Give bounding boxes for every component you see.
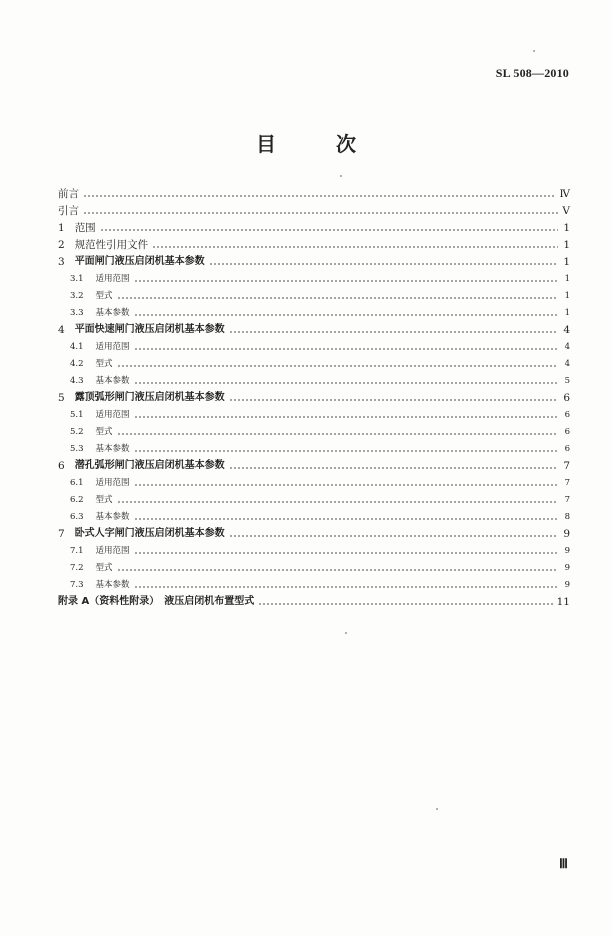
- toc-entry-title: 适用范围: [95, 342, 130, 352]
- dot-leader: [83, 212, 558, 214]
- dot-leader: [152, 246, 558, 248]
- toc-entry[interactable]: [58, 353, 570, 370]
- toc-entry-number: 4.3: [70, 376, 84, 386]
- toc-entry-page: 1: [564, 308, 570, 318]
- toc-entry-page: 7: [563, 460, 570, 472]
- toc-entry-page: 11: [556, 596, 570, 608]
- toc-entry-page: 1: [563, 222, 570, 234]
- toc-entry-number: 7: [58, 528, 65, 540]
- toc-entry-number: 4.2: [70, 359, 84, 369]
- toc-entry-number: 7.3: [70, 580, 84, 590]
- toc-entry[interactable]: [58, 285, 570, 302]
- toc-entry-number: 1: [58, 222, 65, 234]
- dot-leader: [117, 569, 558, 571]
- toc-entry[interactable]: [58, 200, 570, 217]
- toc-entry-page: 4: [564, 359, 570, 369]
- dot-leader: [209, 263, 558, 265]
- toc-entry[interactable]: [58, 387, 570, 404]
- toc-entry[interactable]: [58, 217, 570, 234]
- toc-entry-number: 6: [58, 460, 65, 472]
- dot-leader: [134, 586, 558, 588]
- toc-entry-page: 7: [564, 495, 570, 505]
- toc-entry-title: 平面快速闸门液压启闭机基本参数: [74, 324, 225, 335]
- toc-entry-number: 6.2: [70, 495, 84, 505]
- toc-entry-number: 3.3: [70, 308, 84, 318]
- toc-entry[interactable]: [58, 336, 570, 353]
- dot-leader: [117, 297, 558, 299]
- toc-entry-title: 基本参数: [95, 580, 130, 590]
- toc-entry[interactable]: [58, 489, 570, 506]
- toc-entry-page: 9: [564, 563, 570, 573]
- scan-speck: [436, 808, 438, 810]
- dot-leader: [229, 535, 558, 537]
- toc-entry[interactable]: [58, 574, 570, 591]
- toc-entry-title: 基本参数: [95, 512, 130, 522]
- dot-leader: [117, 501, 558, 503]
- dot-leader: [258, 603, 552, 605]
- toc-entry-number: 5.2: [70, 427, 84, 437]
- dot-leader: [134, 382, 558, 384]
- dot-leader: [134, 280, 558, 282]
- toc-entry-title: 范围: [74, 222, 96, 234]
- dot-leader: [134, 314, 558, 316]
- toc-entry-page: 5: [564, 376, 570, 386]
- toc-entry-number: 4.1: [70, 342, 84, 352]
- toc-entry-number: 6.3: [70, 512, 84, 522]
- dot-leader: [134, 416, 558, 418]
- toc-entry-page: 1: [563, 239, 570, 251]
- toc-entry-title: 规范性引用文件: [74, 239, 149, 251]
- page-number: Ⅲ: [559, 856, 568, 871]
- toc-entry[interactable]: [58, 319, 570, 336]
- toc-entry-page: 4: [563, 324, 570, 336]
- toc-entry-page: 9: [564, 546, 570, 556]
- dot-leader: [229, 399, 558, 401]
- toc-entry-number: 3.1: [70, 274, 84, 284]
- toc-entry-title: 潜孔弧形闸门液压启闭机基本参数: [74, 460, 225, 471]
- toc-entry-number: 4: [58, 324, 65, 336]
- toc-entry-title: 适用范围: [95, 274, 130, 284]
- toc-entry-title: 适用范围: [95, 478, 130, 488]
- dot-leader: [117, 365, 558, 367]
- toc-entry-title: 型式: [95, 563, 113, 573]
- toc-entry-title: 型式: [95, 291, 113, 301]
- toc-entry[interactable]: [58, 302, 570, 319]
- dot-leader: [134, 518, 558, 520]
- toc-entry-page: 7: [564, 478, 570, 488]
- dot-leader: [229, 467, 558, 469]
- dot-leader: [117, 433, 558, 435]
- toc-entry-title: 附录 A（资料性附录） 液压启闭机布置型式: [58, 596, 255, 607]
- toc-entry[interactable]: [58, 404, 570, 421]
- toc-entry-title: 引言: [58, 205, 79, 217]
- toc-entry-title: 露顶弧形闸门液压启闭机基本参数: [74, 392, 225, 403]
- toc-entry-page: 6: [564, 444, 570, 454]
- toc-entry-page: 1: [563, 256, 570, 268]
- toc-entry-page: 1: [564, 274, 570, 284]
- toc-entry[interactable]: [58, 183, 570, 200]
- toc-entry-title: 卧式人字闸门液压启闭机基本参数: [74, 528, 225, 539]
- toc-entry-title: 平面闸门液压启闭机基本参数: [74, 256, 205, 267]
- toc-entry-number: 6.1: [70, 478, 84, 488]
- toc-entry[interactable]: [58, 472, 570, 489]
- toc-entry-number: 5.3: [70, 444, 84, 454]
- toc-entry-page: 6: [563, 392, 570, 404]
- standard-code: SL 508—2010: [495, 66, 569, 80]
- toc-entry[interactable]: [58, 438, 570, 455]
- toc-entry-page: 6: [564, 410, 570, 420]
- dot-leader: [134, 484, 558, 486]
- toc-entry[interactable]: [58, 540, 570, 557]
- toc-entry-page: 9: [564, 580, 570, 590]
- toc-entry-page: 4: [564, 342, 570, 352]
- page-title: 目 次: [256, 132, 376, 156]
- dot-leader: [229, 331, 558, 333]
- toc-entry[interactable]: [58, 268, 570, 285]
- dot-leader: [83, 195, 556, 197]
- toc-entry-title: 基本参数: [95, 308, 130, 318]
- dot-leader: [134, 552, 558, 554]
- toc-entry[interactable]: [58, 523, 570, 540]
- toc-entry[interactable]: [58, 506, 570, 523]
- toc-entry-title: 型式: [95, 359, 113, 369]
- toc-entry[interactable]: [58, 370, 570, 387]
- toc-entry[interactable]: [58, 234, 570, 251]
- toc-entry-title: 基本参数: [95, 376, 130, 386]
- toc-entry-title: 型式: [95, 427, 113, 437]
- toc-entry-page: Ⅴ: [562, 205, 570, 217]
- toc-entry-page: 8: [564, 512, 570, 522]
- toc-entry-number: 2: [58, 239, 65, 251]
- toc-entry-number: 3: [58, 256, 65, 268]
- scan-speck: [533, 50, 535, 52]
- dot-leader: [100, 229, 558, 231]
- toc-entry-page: 1: [564, 291, 570, 301]
- dot-leader: [134, 450, 558, 452]
- dot-leader: [134, 348, 558, 350]
- toc-entry-page: 6: [564, 427, 570, 437]
- table-of-contents: [58, 183, 570, 608]
- toc-entry-page: 9: [563, 528, 570, 540]
- toc-entry[interactable]: [58, 455, 570, 472]
- toc-entry-number: 5: [58, 392, 65, 404]
- toc-entry-title: 前言: [58, 188, 79, 200]
- scan-speck: [340, 175, 342, 177]
- toc-entry-page: Ⅳ: [559, 188, 570, 200]
- toc-entry[interactable]: [58, 421, 570, 438]
- toc-entry[interactable]: [58, 251, 570, 268]
- toc-entry-title: 适用范围: [95, 546, 130, 556]
- toc-entry-number: 3.2: [70, 291, 84, 301]
- toc-entry[interactable]: [58, 591, 570, 608]
- toc-entry-title: 基本参数: [95, 444, 130, 454]
- toc-entry-number: 7.1: [70, 546, 84, 556]
- toc-entry-number: 5.1: [70, 410, 84, 420]
- scan-speck: [345, 632, 347, 634]
- toc-entry-title: 适用范围: [95, 410, 130, 420]
- toc-entry[interactable]: [58, 557, 570, 574]
- toc-entry-number: 7.2: [70, 563, 84, 573]
- toc-entry-title: 型式: [95, 495, 113, 505]
